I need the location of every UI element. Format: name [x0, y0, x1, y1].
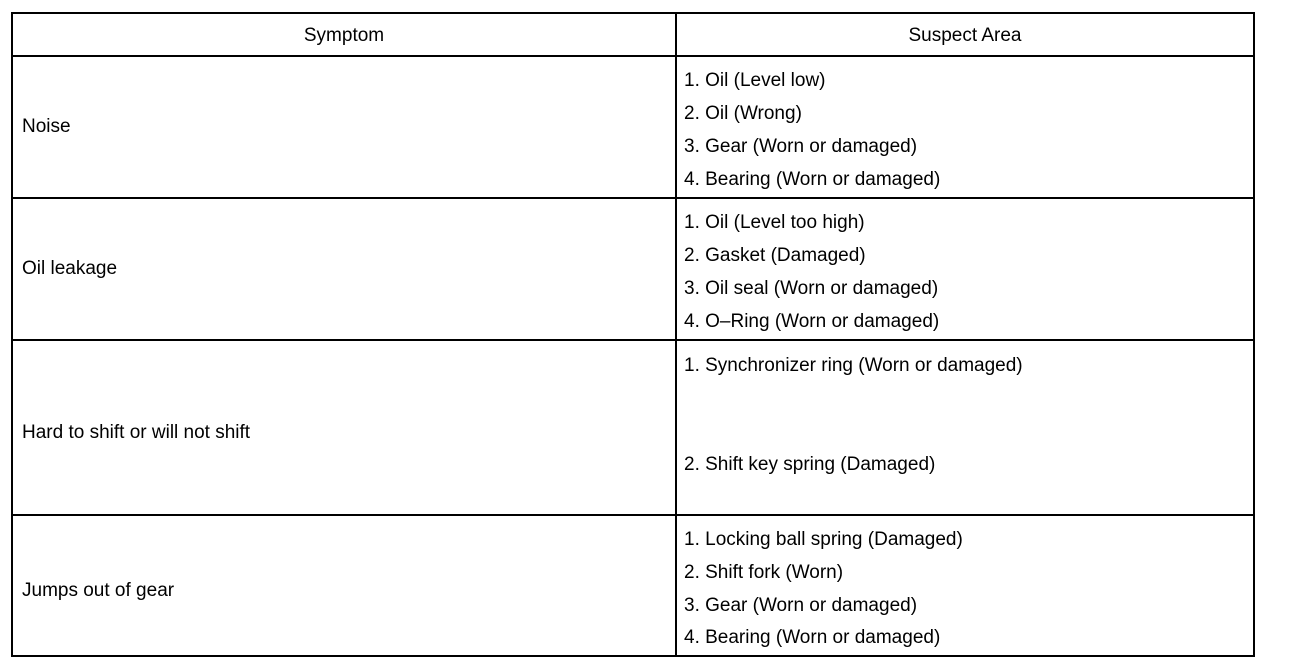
suspect-item: 1. Oil (Level low): [684, 70, 826, 91]
suspect-item: 2. Gasket (Damaged): [684, 245, 866, 266]
suspect-item: 3. Oil seal (Worn or damaged): [684, 278, 939, 299]
suspect-item: 4. O–Ring (Worn or damaged): [684, 311, 940, 332]
symptom-cell: Hard to shift or will not shift: [22, 422, 251, 443]
suspect-item: 2. Shift key spring (Damaged): [684, 454, 936, 475]
symptom-cell: Jumps out of gear: [22, 580, 175, 601]
suspect-item: 4. Bearing (Worn or damaged): [684, 169, 941, 190]
suspect-item: 1. Synchronizer ring (Worn or damaged): [684, 355, 1023, 376]
suspect-item: 3. Gear (Worn or damaged): [684, 136, 918, 157]
header-symptom: Symptom: [303, 24, 385, 46]
suspect-item: 2. Oil (Wrong): [684, 103, 802, 124]
suspect-item: 2. Shift fork (Worn): [684, 562, 844, 583]
suspect-item: 4. Bearing (Worn or damaged): [684, 627, 941, 648]
troubleshooting-table: [11, 12, 1255, 657]
suspect-item: 1. Oil (Level too high): [684, 212, 865, 233]
column-divider: [675, 14, 677, 655]
symptom-cell: Oil leakage: [22, 258, 118, 279]
suspect-item: 3. Gear (Worn or damaged): [684, 595, 918, 616]
header-suspect-area: Suspect Area: [908, 24, 1022, 46]
symptom-cell: Noise: [22, 116, 71, 137]
suspect-item: 1. Locking ball spring (Damaged): [684, 529, 963, 550]
